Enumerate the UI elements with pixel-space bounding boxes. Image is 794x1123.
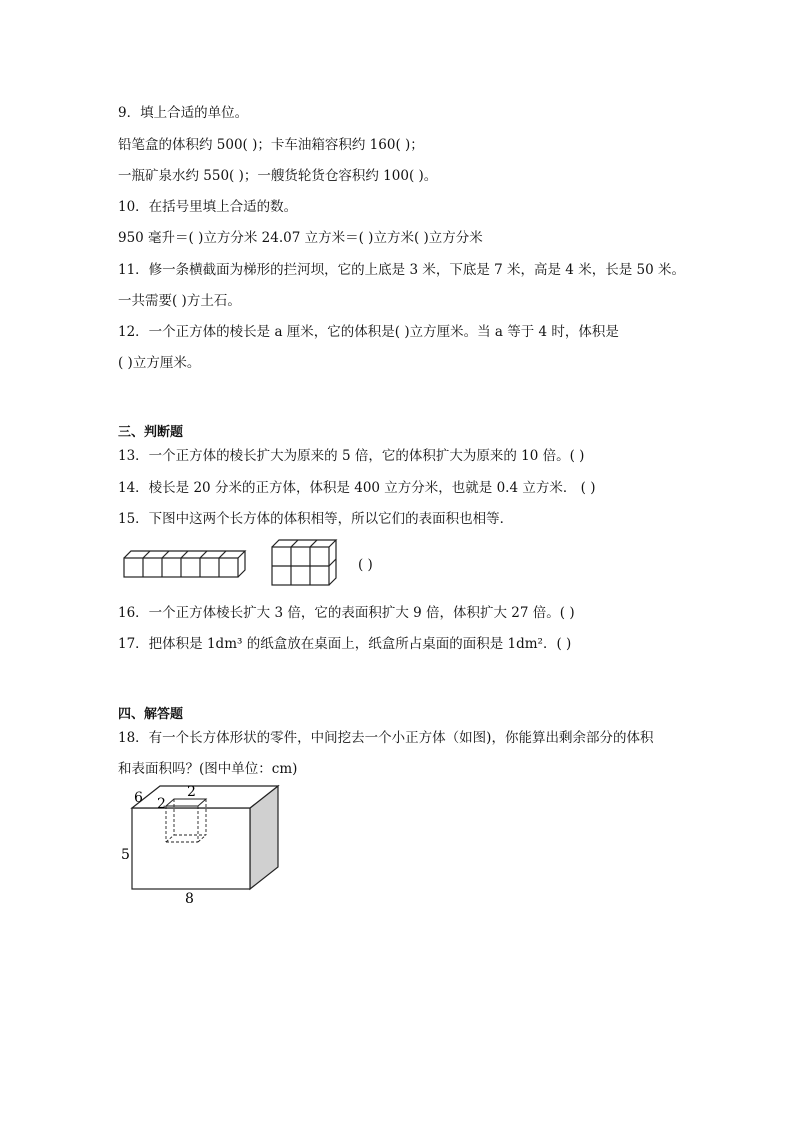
- q9-line1: 铅笔盒的体积约 500( )；卡车油箱容积约 160( )；: [118, 137, 424, 153]
- q15-text: 15．下图中这两个长方体的体积相等，所以它们的表面积也相等．: [118, 511, 514, 527]
- label-hole-depth: 2: [157, 796, 166, 812]
- label-hole-width: 2: [187, 784, 196, 800]
- section-judgement-heading: 三、判断题: [118, 425, 184, 440]
- q9-title: 9．填上合适的单位。: [118, 105, 249, 121]
- q17-text: 17．把体积是 1dm³ 的纸盒放在桌面上，纸盒所占桌面的面积是 1dm²．( ): [118, 636, 572, 652]
- q18-line2: 和表面积吗？(图中单位：cm): [118, 761, 298, 777]
- q10-title: 10．在括号里填上合适的数。: [118, 199, 298, 215]
- q12-line2: ( )立方厘米。: [118, 355, 201, 371]
- q15-figure: [118, 538, 418, 588]
- q10-line1: 950 毫升＝( )立方分米 24.07 立方米＝( )立方米( )立方分米: [118, 230, 483, 246]
- section-answer-heading: 四、解答题: [118, 707, 184, 722]
- q11-line2: 一共需要( )方土石。: [118, 293, 241, 309]
- q13-text: 13．一个正方体的棱长扩大为原来的 5 倍，它的体积扩大为原来的 10 倍。( ): [118, 448, 585, 464]
- q18-line1: 18．有一个长方体形状的零件，中间挖去一个小正方体（如图)，你能算出剩余部分的体积: [118, 730, 654, 746]
- q16-text: 16．一个正方体棱长扩大 3 倍，它的表面积扩大 9 倍，体积扩大 27 倍。( ): [118, 605, 575, 621]
- cuboid-front-face: [132, 808, 250, 889]
- label-depth: 6: [134, 790, 143, 806]
- label-length: 8: [185, 891, 194, 907]
- stacked-cuboid: [272, 540, 336, 585]
- q14-text: 14．棱长是 20 分米的正方体，体积是 400 立方分米，也就是 0.4 立方米． ( ): [118, 480, 596, 496]
- q15-answer-paren: ( ): [358, 557, 373, 573]
- q18-figure: [118, 782, 298, 910]
- q11-line1: 11．修一条横截面为梯形的拦河坝，它的上底是 3 米，下底是 7 米，高是 4 米，长是 50 米。: [118, 262, 685, 278]
- q9-line2: 一瓶矿泉水约 550( )；一艘货轮货仓容积约 100( )。: [118, 168, 438, 184]
- label-height: 5: [121, 847, 130, 863]
- long-cuboid: [124, 551, 245, 577]
- q12-line1: 12．一个正方体的棱长是 a 厘米，它的体积是( )立方厘米。当 a 等于 4 时，体积是: [118, 324, 619, 340]
